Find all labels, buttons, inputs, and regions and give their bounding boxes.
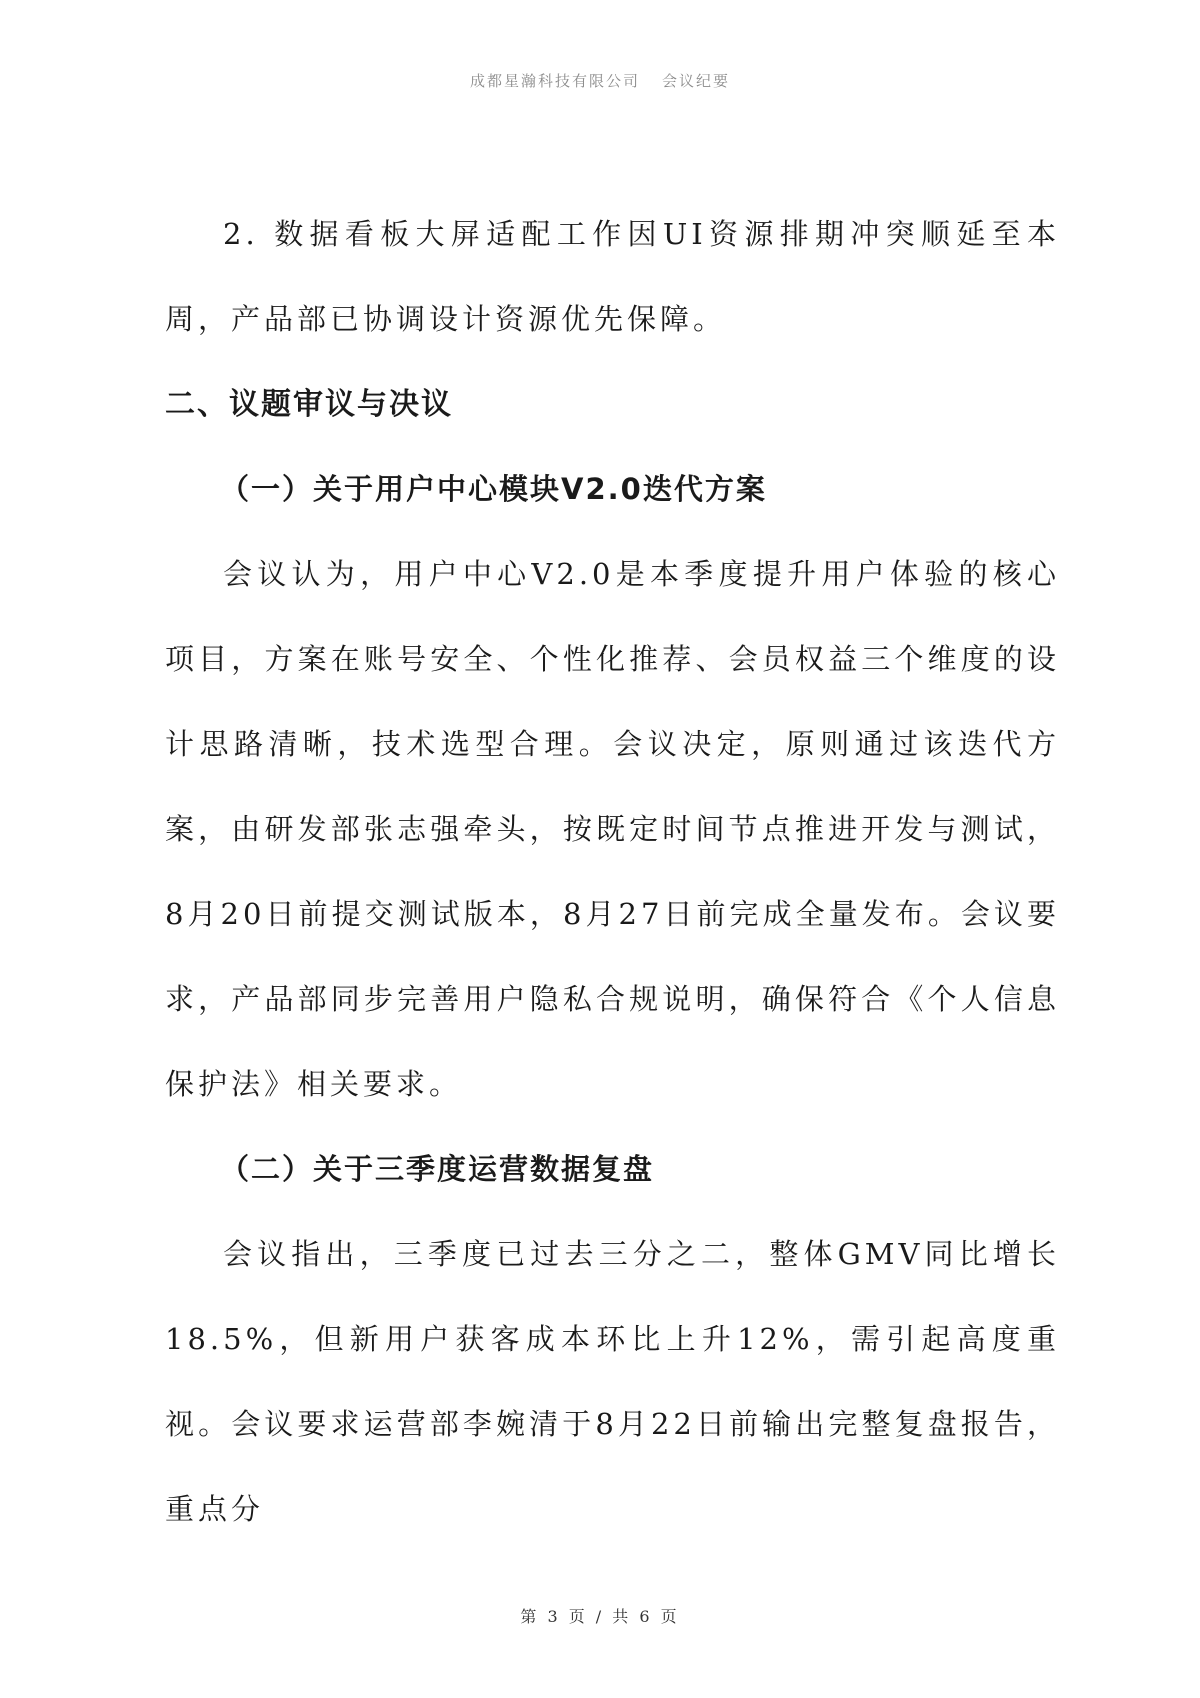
section-heading: 二、议题审议与决议: [165, 387, 453, 422]
topic-2-paragraph: 会议指出，三季度已过去三分之二，整体GMV同比增长18.5%，但新用户获客成本环比上升12%，需引起高度重视。会议要求运营部李婉清于8月22日前输出完整复盘报告，重点分: [165, 1237, 1060, 1526]
page-number: 第 3 页 / 共 6 页: [520, 1607, 680, 1626]
document-body: [165, 192, 1060, 1552]
document-type: 会议纪要: [662, 72, 731, 90]
page-header: [0, 70, 1200, 91]
company-name: 成都星瀚科技有限公司: [469, 72, 640, 90]
paragraph-item-2: 2. 数据看板大屏适配工作因UI资源排期冲突顺延至本周，产品部已协调设计资源优先保障。: [165, 217, 1060, 336]
topic-2-heading: （二）关于三季度运营数据复盘: [220, 1152, 655, 1186]
topic-1-paragraph: 会议认为，用户中心V2.0是本季度提升用户体验的核心项目，方案在账号安全、个性化推荐、会员权益三个维度的设计思路清晰，技术选型合理。会议决定，原则通过该迭代方案，由研发部张志强牵头，按既定时间节点推进开发与测试，8月20日前提交测试版本，8月27日前完成全量发布。会议要求，产品部同步完善用户隐私合规说明，确保符合《个人信息保护法》相关要求。: [165, 557, 1060, 1101]
topic-1-heading: （一）关于用户中心模块V2.0迭代方案: [220, 472, 767, 506]
